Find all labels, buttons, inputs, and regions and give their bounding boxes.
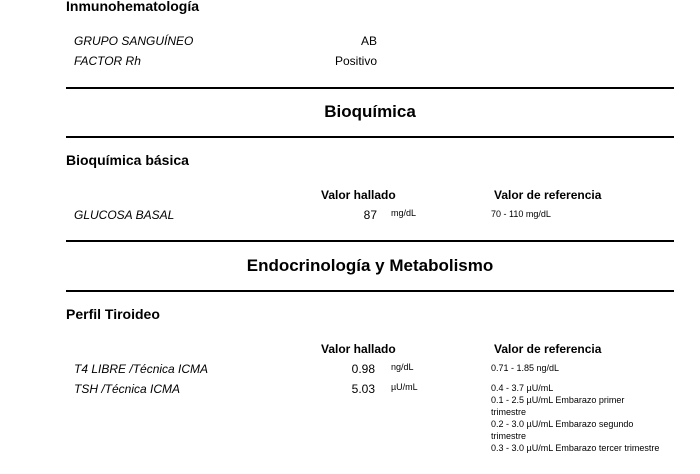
department-title-endocrinologia: Endocrinología y Metabolismo (246, 256, 494, 275)
test-name-tsh: TSH /Técnica ICMA (74, 382, 181, 396)
test-reference-tsh (491, 382, 661, 454)
column-header-valor-hallado: Valor hallado (321, 342, 396, 356)
test-value-grupo-sanguineo: AB (360, 34, 377, 48)
test-unit-tsh: µU/mL (391, 382, 418, 392)
test-value-factor-rh: Positivo (334, 54, 377, 68)
test-unit-t4-libre: ng/dL (391, 362, 414, 372)
test-value-glucosa-basal: 87 (363, 208, 377, 222)
divider (66, 136, 674, 138)
section-title-perfil-tiroideo: Perfil Tiroideo (66, 306, 160, 322)
column-header-valor-hallado: Valor hallado (321, 188, 396, 202)
divider (66, 290, 674, 292)
reference-line: 0.2 - 3.0 µU/mL Embarazo segundo trimestre (491, 419, 634, 441)
test-value-tsh: 5.03 (351, 382, 375, 396)
reference-line: 0.3 - 3.0 µU/mL Embarazo tercer trimestre (491, 443, 660, 453)
test-name-glucosa-basal: GLUCOSA BASAL (74, 208, 175, 222)
department-title-bioquimica: Bioquímica (324, 102, 416, 121)
divider (66, 87, 674, 89)
column-header-valor-referencia: Valor de referencia (494, 342, 602, 356)
test-reference-glucosa-basal: 70 - 110 mg/dL (491, 209, 551, 219)
section-title-inmunohematologia: Inmunohematología (66, 0, 199, 14)
divider (66, 240, 674, 242)
section-title-bioquimica-basica: Bioquímica básica (66, 152, 189, 168)
column-header-valor-referencia: Valor de referencia (494, 188, 602, 202)
test-name-factor-rh: FACTOR Rh (74, 54, 141, 68)
reference-line: 0.1 - 2.5 µU/mL Embarazo primer trimestre (491, 395, 625, 417)
reference-line: 0.4 - 3.7 µU/mL (491, 383, 554, 393)
test-value-t4-libre: 0.98 (351, 362, 375, 376)
test-name-t4-libre: T4 LIBRE /Técnica ICMA (74, 362, 209, 376)
test-name-grupo-sanguineo: GRUPO SANGUÍNEO (74, 34, 194, 48)
test-unit-glucosa-basal: mg/dL (391, 208, 417, 218)
test-reference-t4-libre: 0.71 - 1.85 ng/dL (491, 363, 560, 373)
